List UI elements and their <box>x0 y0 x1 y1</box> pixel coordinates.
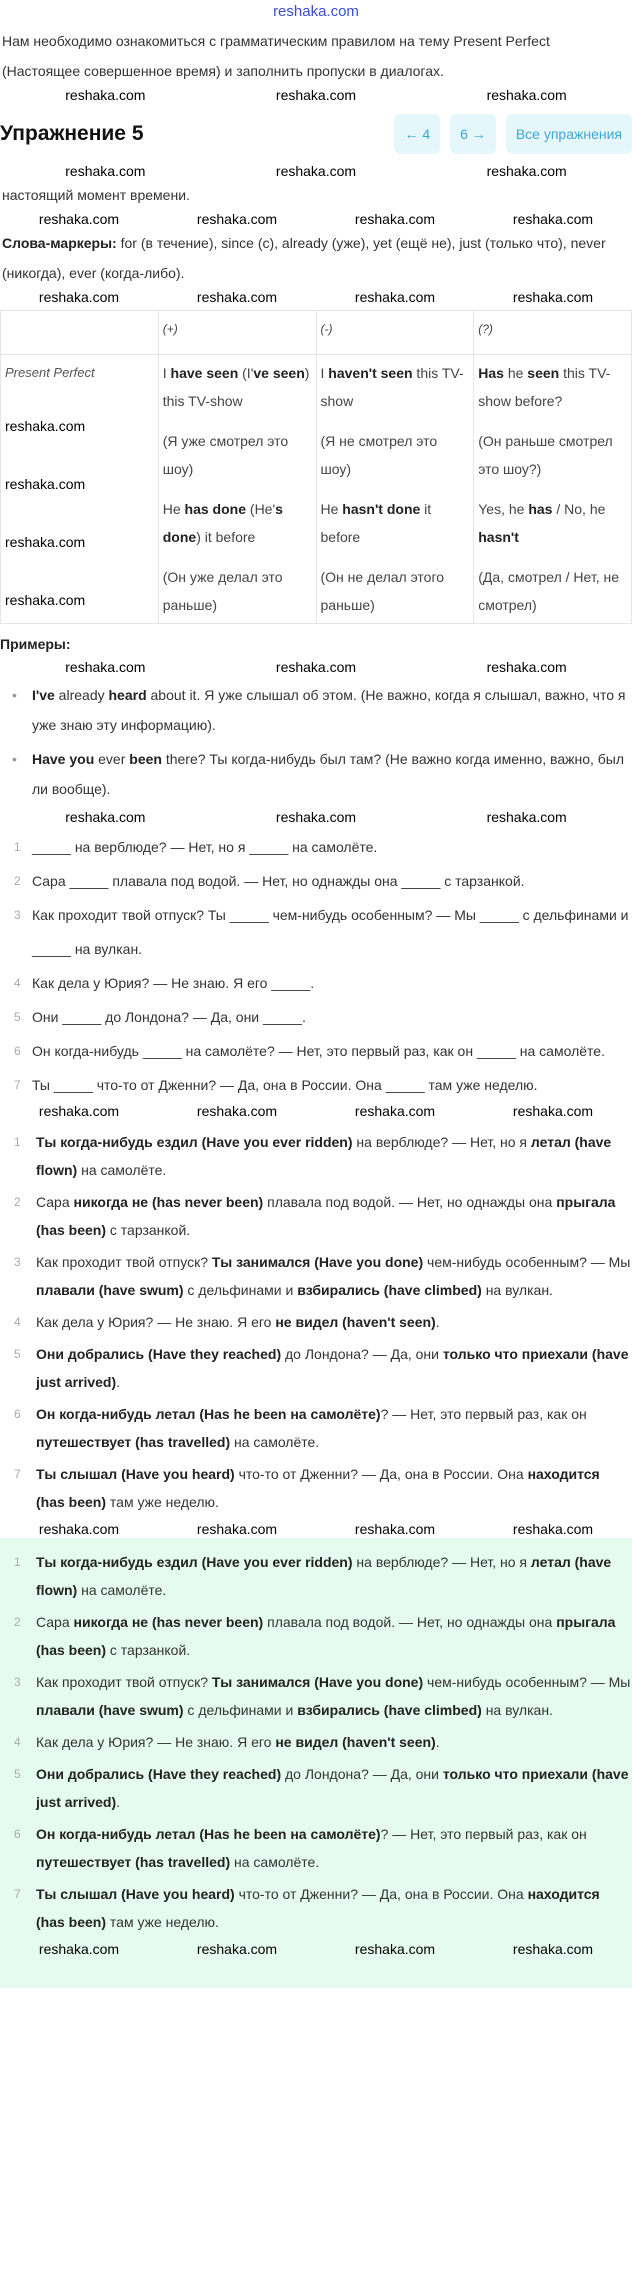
answers-list <box>0 1128 632 1516</box>
item-number: 1 <box>14 1555 21 1569</box>
text: на верблюде? — Нет, но я <box>352 1554 531 1570</box>
watermark: reshaka.com <box>196 289 278 305</box>
watermark: reshaka.com <box>5 534 86 550</box>
text: (I' <box>238 365 254 381</box>
bold-text: heard <box>108 687 147 703</box>
item-number: 5 <box>14 1767 21 1781</box>
bold-text: hasn't <box>478 529 519 545</box>
text: (Он уже делал это раньше) <box>162 569 283 613</box>
text: this TV-show <box>320 365 464 409</box>
header-cell-positive: (+) <box>158 311 316 355</box>
bold-text: никогда не (has never been) <box>73 1194 264 1210</box>
cell-negative <box>316 355 474 624</box>
task-item <box>0 1000 632 1034</box>
bold-text: путешествует (has travelled) <box>36 1854 231 1870</box>
bold-text: s done <box>162 501 283 545</box>
text: Как дела у Юрия? — Не знаю. Я его <box>36 1734 276 1750</box>
example-item <box>0 680 632 740</box>
item-number: 4 <box>14 1315 21 1329</box>
all-exercises-button[interactable]: Все упражнения <box>506 114 632 154</box>
bold-text: has <box>528 501 553 517</box>
text: this TV-show before? <box>478 365 611 409</box>
task-text: Ты _____ что-то от Дженни? — Да, она в России. Она _____ там уже неделю. <box>32 1077 538 1093</box>
watermark: reshaka.com <box>65 659 146 675</box>
bold-text: плавали (have swum) <box>36 1702 184 1718</box>
task-text: Как дела у Юрия? — Не знаю. Я его _____. <box>32 975 315 991</box>
text: чем-нибудь особенным? — Мы <box>423 1254 631 1270</box>
task-item <box>0 830 632 864</box>
text: что-то от Дженни? — Да, она в России. Она <box>234 1466 528 1482</box>
bold-text: have seen <box>170 365 239 381</box>
cell-paragraph <box>321 563 470 619</box>
watermark-row <box>0 658 632 676</box>
watermark: reshaka.com <box>5 476 86 492</box>
task-item <box>0 864 632 898</box>
cell-paragraph <box>163 563 312 619</box>
watermark: reshaka.com <box>512 1941 594 1957</box>
bold-text: только что приехали (have just arrived) <box>36 1766 629 1810</box>
grammar-table <box>0 310 632 624</box>
text: (He' <box>246 501 276 517</box>
item-number: 6 <box>14 1044 21 1058</box>
bold-text: hasn't done <box>342 501 421 517</box>
text: Как проходит твой отпуск? <box>36 1674 212 1690</box>
watermark: reshaka.com <box>486 87 567 103</box>
watermark: reshaka.com <box>354 1521 436 1537</box>
answer-item <box>0 1820 632 1876</box>
watermark: reshaka.com <box>354 289 436 305</box>
text: Сара <box>36 1194 74 1210</box>
bold-text: взбирались (have climbed) <box>297 1282 482 1298</box>
markers-text <box>0 228 632 288</box>
bold-text: Он когда-нибудь летал (Has he been на самолёте) <box>36 1406 381 1422</box>
watermark: reshaka.com <box>275 659 357 675</box>
bold-text: прыгала (has been) <box>36 1194 616 1238</box>
answer-item <box>0 1248 632 1304</box>
watermark: reshaka.com <box>196 211 278 227</box>
bold-text: Ты занимался (Have you done) <box>211 1254 424 1270</box>
bold-text: has done <box>184 501 247 517</box>
moment-text: настоящий момент времени. <box>2 187 190 203</box>
watermark: reshaka.com <box>275 163 357 179</box>
markers-list: for (в течение), since (c), already (уже), yet (ещё не), just (только что), never (никогда), ever (когда-либо). <box>2 235 606 281</box>
cell-positive <box>158 355 316 624</box>
bold-text: haven't seen <box>328 365 413 381</box>
watermark: reshaka.com <box>486 659 567 675</box>
text: . <box>116 1374 121 1390</box>
text: на вулкан. <box>481 1702 553 1718</box>
watermark-row <box>0 210 632 228</box>
item-number: 1 <box>14 840 21 854</box>
watermark-row <box>0 1940 632 1958</box>
item-number: 7 <box>14 1887 21 1901</box>
item-number: 4 <box>14 1735 21 1749</box>
header-cell <box>1 311 159 355</box>
bold-text: Ты слышал (Have you heard) <box>36 1886 235 1902</box>
cell-paragraph <box>321 359 470 415</box>
watermark: reshaka.com <box>65 163 146 179</box>
text: . <box>435 1734 440 1750</box>
watermark-row <box>0 288 632 306</box>
text: Yes, he <box>478 501 529 517</box>
text: на вулкан. <box>481 1282 553 1298</box>
text: там уже неделю. <box>106 1914 219 1930</box>
task-text: _____ на верблюде? — Нет, но я _____ на самолёте. <box>32 839 378 855</box>
watermark: reshaka.com <box>486 163 567 179</box>
watermark: reshaka.com <box>354 1103 436 1119</box>
cell-paragraph <box>478 427 627 483</box>
example-item <box>0 744 632 804</box>
watermark: reshaka.com <box>354 1941 436 1957</box>
table-row <box>1 355 632 624</box>
text: ) this TV-show <box>162 365 310 409</box>
intro-text: Нам необходимо ознакомиться с грамматическим правилом на тему Present Perfect (Настоящее совершенное время) и заполнить пропуски в диалогах. <box>2 33 550 79</box>
text: на самолёте. <box>230 1854 320 1870</box>
answer-item <box>0 1308 632 1336</box>
site-logo[interactable]: reshaka.com <box>273 3 359 20</box>
watermark: reshaka.com <box>38 1941 120 1957</box>
answer-item <box>0 1188 632 1244</box>
task-item <box>0 1034 632 1068</box>
next-exercise-button[interactable]: 6 → <box>450 114 496 154</box>
cell-paragraph <box>478 563 627 619</box>
bold-text: находится (has been) <box>36 1886 600 1930</box>
bold-text: Ты слышал (Have you heard) <box>36 1466 235 1482</box>
bold-text: находится (has been) <box>36 1466 600 1510</box>
text: he <box>503 365 528 381</box>
watermark: reshaka.com <box>354 211 436 227</box>
watermark: reshaka.com <box>38 211 120 227</box>
answer-item <box>0 1760 632 1816</box>
text: с дельфинами и <box>183 1282 298 1298</box>
task-text: Он когда-нибудь _____ на самолёте? — Нет, это первый раз, как он _____ на самолёте. <box>32 1043 605 1059</box>
watermark: reshaka.com <box>512 1103 594 1119</box>
watermark: reshaka.com <box>512 211 594 227</box>
text: ? — Нет, это первый раз, как он <box>380 1406 587 1422</box>
row-label: Present Perfect <box>5 365 95 380</box>
header-cell-question: (?) <box>474 311 632 355</box>
bold-text: плавали (have swum) <box>36 1282 184 1298</box>
item-number: 1 <box>14 1135 21 1149</box>
text: чем-нибудь особенным? — Мы <box>423 1674 631 1690</box>
answer-item <box>0 1128 632 1184</box>
item-number: 2 <box>14 1615 21 1629</box>
bold-text: Они добрались (Have they reached) <box>36 1766 282 1782</box>
answer-item <box>0 1728 632 1756</box>
header-cell-negative: (-) <box>316 311 474 355</box>
text: с дельфинами и <box>183 1702 298 1718</box>
bold-text: не видел (haven't seen) <box>275 1314 436 1330</box>
bold-text: Ты занимался (Have you done) <box>211 1674 424 1690</box>
bold-text: I've <box>32 687 55 703</box>
bold-text: Они добрались (Have they reached) <box>36 1346 282 1362</box>
cell-paragraph <box>163 427 312 483</box>
bold-text: прыгала (has been) <box>36 1614 616 1658</box>
bold-text: только что приехали (have just arrived) <box>36 1346 629 1390</box>
item-number: 5 <box>14 1347 21 1361</box>
watermark: reshaka.com <box>65 87 146 103</box>
text: на самолёте. <box>77 1582 167 1598</box>
item-number: 7 <box>14 1467 21 1481</box>
watermark: reshaka.com <box>38 1103 120 1119</box>
text: about it. Я уже слышал об этом. (Не важно, когда я слышал, важно, что я уже знаю эту информацию). <box>32 687 626 733</box>
text: ) it before <box>196 529 256 545</box>
watermark: reshaka.com <box>275 809 357 825</box>
bold-text: никогда не (has never been) <box>73 1614 264 1630</box>
watermark: reshaka.com <box>196 1103 278 1119</box>
item-number: 6 <box>14 1827 21 1841</box>
bold-text: Have you <box>32 751 95 767</box>
bold-text: путешествует (has travelled) <box>36 1434 231 1450</box>
watermark-row <box>0 162 632 180</box>
task-item <box>0 966 632 1000</box>
watermark-column <box>5 417 154 609</box>
text: Сара <box>36 1614 74 1630</box>
text: до Лондона? — Да, они <box>281 1766 443 1782</box>
text: на самолёте. <box>230 1434 320 1450</box>
row-label-cell <box>1 355 159 624</box>
text: (Он не делал этого раньше) <box>320 569 445 613</box>
text: с тарзанкой. <box>106 1222 191 1238</box>
answer-item <box>0 1340 632 1396</box>
watermark: reshaka.com <box>512 1521 594 1537</box>
watermark-row <box>0 1520 632 1538</box>
examples-list <box>0 680 632 804</box>
watermark: reshaka.com <box>196 1941 278 1957</box>
task-text: Как проходит твой отпуск? Ты _____ чем-нибудь особенным? — Мы _____ с дельфинами и _____ на вулкан. <box>32 907 629 957</box>
item-number: 2 <box>14 1195 21 1209</box>
bold-text: летал (have flown) <box>36 1134 612 1178</box>
watermark-row <box>0 1102 632 1120</box>
bold-text: взбирались (have climbed) <box>297 1702 482 1718</box>
examples-label: Примеры: <box>0 636 71 652</box>
cell-paragraph <box>163 495 312 551</box>
text: it before <box>320 501 432 545</box>
text: что-то от Дженни? — Да, она в России. Она <box>234 1886 528 1902</box>
text: до Лондона? — Да, они <box>281 1346 443 1362</box>
watermark: reshaka.com <box>5 592 86 608</box>
answers-box <box>0 1538 632 1988</box>
answer-item <box>0 1548 632 1604</box>
bold-text: Has <box>478 365 504 381</box>
bold-text: Ты когда-нибудь ездил (Have you ever ridden) <box>36 1554 353 1570</box>
answer-item <box>0 1400 632 1456</box>
bold-text: летал (have flown) <box>36 1554 612 1598</box>
text: там уже неделю. <box>106 1494 219 1510</box>
bold-text: seen <box>527 365 560 381</box>
page-title: Упражнение 5 <box>0 122 144 145</box>
text: (Он раньше смотрел это шоу?) <box>478 433 613 477</box>
text: there? Ты когда-нибудь был там? (Не важно когда именно, важно, был ли вообще). <box>32 751 625 797</box>
text: плавала под водой. — Нет, но однажды она <box>263 1194 557 1210</box>
text: плавала под водой. — Нет, но однажды она <box>263 1614 557 1630</box>
cell-paragraph <box>321 495 470 551</box>
text: (Я уже смотрел это шоу) <box>162 433 289 477</box>
item-number: 5 <box>14 1010 21 1024</box>
watermark: reshaka.com <box>512 289 594 305</box>
text: (Я не смотрел это шоу) <box>320 433 438 477</box>
text: I <box>320 365 329 381</box>
cell-paragraph <box>321 427 470 483</box>
answer-item <box>0 1880 632 1936</box>
item-number: 3 <box>14 908 21 922</box>
text: на самолёте. <box>77 1162 167 1178</box>
item-number: 3 <box>14 1255 21 1269</box>
watermark-row <box>0 808 632 826</box>
answer-item <box>0 1608 632 1664</box>
markers-label: Слова-маркеры: <box>2 235 117 251</box>
watermark: reshaka.com <box>486 809 567 825</box>
item-number: 6 <box>14 1407 21 1421</box>
text: He <box>320 501 343 517</box>
task-item <box>0 898 632 966</box>
answer-item <box>0 1460 632 1516</box>
cell-question <box>474 355 632 624</box>
watermark: reshaka.com <box>65 809 146 825</box>
item-number: 2 <box>14 874 21 888</box>
watermark-row <box>0 86 632 104</box>
watermark: reshaka.com <box>196 1521 278 1537</box>
watermark: reshaka.com <box>5 418 86 434</box>
text: (Да, смотрел / Нет, не смотрел) <box>478 569 620 613</box>
prev-exercise-button[interactable]: ← 4 <box>394 114 440 154</box>
item-number: 3 <box>14 1675 21 1689</box>
item-number: 4 <box>14 976 21 990</box>
task-list <box>0 830 632 1102</box>
cell-paragraph <box>478 495 627 551</box>
text: с тарзанкой. <box>106 1642 191 1658</box>
bold-text: Он когда-нибудь летал (Has he been на самолёте) <box>36 1826 381 1842</box>
text: / No, he <box>552 501 606 517</box>
text: Как проходит твой отпуск? <box>36 1254 212 1270</box>
text: He <box>162 501 185 517</box>
item-number: 7 <box>14 1078 21 1092</box>
watermark: reshaka.com <box>38 1521 120 1537</box>
watermark: reshaka.com <box>38 289 120 305</box>
bold-text: ve seen <box>253 365 305 381</box>
answers-list-highlighted <box>0 1548 632 1936</box>
text: Как дела у Юрия? — Не знаю. Я его <box>36 1314 276 1330</box>
text: I <box>162 365 171 381</box>
table-header-row <box>1 311 632 355</box>
task-text: Они _____ до Лондона? — Да, они _____. <box>32 1009 306 1025</box>
answer-item <box>0 1668 632 1724</box>
bold-text: не видел (haven't seen) <box>275 1734 436 1750</box>
bold-text: been <box>129 751 162 767</box>
text: . <box>116 1794 121 1810</box>
bold-text: Ты когда-нибудь ездил (Have you ever ridden) <box>36 1134 353 1150</box>
text: already <box>54 687 109 703</box>
text: ever <box>94 751 130 767</box>
cell-paragraph <box>478 359 627 415</box>
task-item <box>0 1068 632 1102</box>
text: ? — Нет, это первый раз, как он <box>380 1826 587 1842</box>
cell-paragraph <box>163 359 312 415</box>
text: . <box>435 1314 440 1330</box>
text: на верблюде? — Нет, но я <box>352 1134 531 1150</box>
task-text: Сара _____ плавала под водой. — Нет, но однажды она _____ с тарзанкой. <box>32 873 525 889</box>
watermark: reshaka.com <box>275 87 357 103</box>
